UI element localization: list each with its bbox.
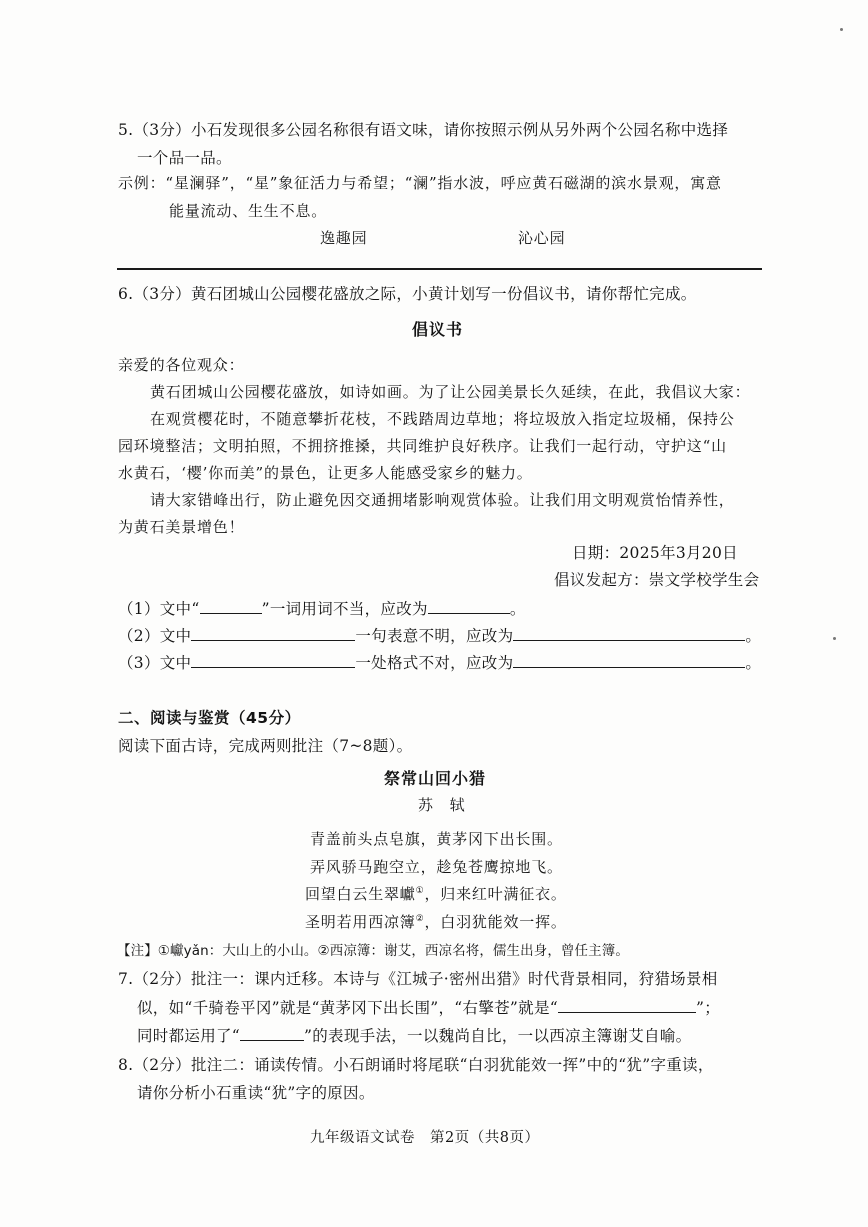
park-name-yiqu: 逸趣园 <box>320 229 368 247</box>
proposal-para1-line2: 在观赏樱花时，不随意攀折花枝，不践踏周边草地；将垃圾放入指定垃圾桶，保持公 <box>150 410 735 428</box>
poem-author: 苏 轼 <box>418 796 466 814</box>
proposal-sender: 倡议发起方：崇文学校学生会 <box>554 571 760 589</box>
q6-sub2-text-a: （2）文中 <box>118 627 192 645</box>
footnote-marker-1: ① <box>415 886 425 896</box>
q6-sub3-text-a: （3）文中 <box>118 654 192 672</box>
proposal-date: 日期：2025年3月20日 <box>572 544 738 562</box>
poem-line-3-part-a: 回望白云生翠巘 <box>305 885 416 903</box>
footnote-marker-2: ② <box>415 914 425 924</box>
q7-line2 <box>137 996 720 1018</box>
q6-sub3-answer-blank-correction[interactable] <box>513 653 745 668</box>
poem-line-4-part-b: ，白羽犹能效一挥。 <box>424 913 567 931</box>
proposal-para1-line1: 黄石团城山公园樱花盛放，如诗如画。为了让公园美景长久延续，在此，我倡议大家： <box>150 383 751 401</box>
poem-footnote: 【注】①巘yǎn：大山上的小山。②西凉簿：谢艾，西凉名将，儒生出身，曾任主簿。 <box>117 943 629 959</box>
q6-sub1-text-a: （1）文中“ <box>118 600 200 618</box>
q7-answer-blank-technique[interactable] <box>240 1026 304 1041</box>
q5-stem-line2: 一个品一品。 <box>137 149 232 167</box>
q6-subquestion-3 <box>118 651 761 673</box>
poem-line-4 <box>305 911 567 932</box>
scan-speck <box>833 637 836 640</box>
proposal-title: 倡议书 <box>412 320 464 339</box>
q5-example-line2: 能量流动、生生不息。 <box>169 202 328 220</box>
poem-line-2: 弄风骄马跑空立，趁兔苍鹰掠地飞。 <box>310 858 563 876</box>
q6-sub1-text-b: ”一词用词不当，应改为 <box>261 600 428 618</box>
section2-intro: 阅读下面古诗，完成两则批注（7~8题）。 <box>118 737 413 755</box>
poem-line-4-part-a: 圣明若用西凉簿 <box>305 913 416 931</box>
q6-sub3-text-c: 。 <box>745 654 762 672</box>
q7-line3-text-b: ”的表现手法，一以魏尚自比，一以西凉主簿谢艾自喻。 <box>304 1027 692 1045</box>
q6-stem: 6.（3分）黄石团城山公园樱花盛放之际，小黄计划写一份倡议书，请你帮忙完成。 <box>118 285 697 303</box>
poem-title: 祭常山回小猎 <box>384 769 487 788</box>
q6-sub1-text-c: 。 <box>509 600 526 618</box>
q6-sub2-text-c: 。 <box>745 627 762 645</box>
q7-line1: 7.（2分）批注一：课内迁移。本诗与《江城子·密州出猎》时代背景相同，狩猎场景相 <box>118 970 718 988</box>
q8-line2: 请你分析小石重读“犹”字的原因。 <box>137 1084 375 1102</box>
page-footer: 九年级语文试卷 第2页（共8页） <box>310 1130 540 1146</box>
q7-line3 <box>137 1024 691 1046</box>
proposal-para2-line2: 为黄石美景增色！ <box>118 518 245 536</box>
q6-sub1-answer-blank-correction[interactable] <box>428 599 510 614</box>
q5-stem-line1: 5.（3分）小石发现很多公园名称很有语文味，请你按照示例从另外两个公园名称中选择 <box>118 121 729 139</box>
section2-heading: 二、阅读与鉴赏（45分） <box>118 709 301 727</box>
proposal-para1-line3: 园环境整洁；文明拍照，不拥挤推搡，共同维护良好秩序。让我们一起行动，守护这“山 <box>118 437 727 455</box>
proposal-para2-line1: 请大家错峰出行，防止避免因交通拥堵影响观赏体验。让我们用文明观赏怡情养性， <box>150 491 735 509</box>
q6-subquestion-2 <box>118 624 761 646</box>
q5-example-line1: 示例：“星澜驿”，“星”象征活力与希望；“澜”指水波，呼应黄石磁湖的滨水景观，寓意 <box>118 174 722 192</box>
q7-answer-blank-counterpart[interactable] <box>558 998 696 1013</box>
q6-sub2-text-b: 一句表意不明，应改为 <box>355 627 514 645</box>
q7-line2-text-b: ”； <box>695 999 721 1017</box>
proposal-salutation: 亲爱的各位观众： <box>118 356 245 374</box>
q6-sub3-text-b: 一处格式不对，应改为 <box>355 654 514 672</box>
q8-line1: 8.（2分）批注二：诵读传情。小石朗诵时将尾联“白羽犹能效一挥”中的“犹”字重读， <box>118 1056 714 1074</box>
q6-sub1-answer-blank-word[interactable] <box>200 599 262 614</box>
section-divider <box>117 268 762 270</box>
proposal-para1-line4: 水黄石，‘樱’你而美”的景色，让更多人能感受家乡的魅力。 <box>118 464 533 482</box>
poem-line-1: 青盖前头点皂旗，黄茅冈下出长围。 <box>310 830 563 848</box>
q6-subquestion-1 <box>118 597 526 619</box>
poem-line-3-part-b: ，归来红叶满征衣。 <box>424 885 567 903</box>
poem-line-3 <box>305 883 567 904</box>
q6-sub2-answer-blank-correction[interactable] <box>513 626 745 641</box>
q6-sub2-answer-blank-sentence[interactable] <box>191 626 355 641</box>
q7-line3-text-a: 同时都运用了“ <box>137 1027 241 1045</box>
park-name-qinxin: 沁心园 <box>518 229 566 247</box>
q6-sub3-answer-blank-location[interactable] <box>191 653 355 668</box>
scan-speck <box>840 28 843 31</box>
q7-line2-text-a: 似，如“千骑卷平冈”就是“黄茅冈下出长围”，“右擎苍”就是“ <box>137 999 558 1017</box>
